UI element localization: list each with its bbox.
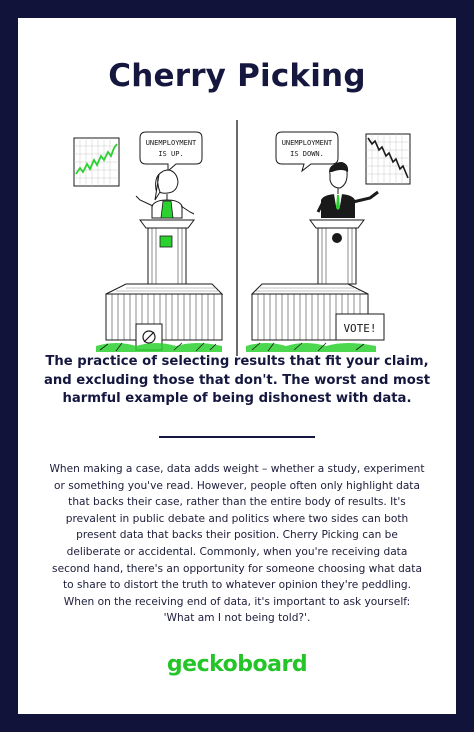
page-title: Cherry Picking bbox=[108, 58, 366, 94]
right-stage bbox=[246, 284, 384, 352]
right-speech-line2: IS DOWN. bbox=[290, 150, 324, 158]
right-speech-bubble bbox=[276, 132, 338, 171]
left-stage bbox=[96, 284, 222, 352]
right-speech-line1: UNEMPLOYMENT bbox=[281, 139, 333, 147]
right-podium bbox=[310, 220, 364, 284]
poster-card bbox=[18, 18, 456, 714]
brand-logo: geckoboard bbox=[166, 652, 308, 677]
vote-sign-text: VOTE! bbox=[343, 322, 377, 335]
falling-chart bbox=[366, 134, 410, 184]
left-podium bbox=[140, 220, 194, 284]
rising-chart bbox=[74, 138, 119, 186]
left-speech-line2: IS UP. bbox=[158, 150, 184, 158]
body-text: When making a case, data adds weight – whether a study, experiment or something you've read. However, people often only highlight data that backs their case, rather than the entire body of results. It's prevalent in public debate and politics where two sides can both present data that backs their position. Cherry Picking can be deliberate or accidental. Commonly, when you're receiving data second hand, there's an opportunity for someone choosing what data to share to distort the truth to whatever opinion they're peddling. When on the receiving end of data, it's important to ask yourself: 'What am I not being told?'. bbox=[49, 463, 425, 625]
divider bbox=[159, 436, 315, 438]
left-speaker bbox=[136, 170, 194, 218]
definition-subtitle: The practice of selecting results that fit your claim, and excluding those that don't. The worst and most harmful example of being dishonest with data. bbox=[43, 354, 430, 406]
left-speech-bubble bbox=[140, 132, 202, 171]
left-speech-line1: UNEMPLOYMENT bbox=[145, 139, 197, 147]
cherry-picking-illustration bbox=[56, 114, 418, 362]
